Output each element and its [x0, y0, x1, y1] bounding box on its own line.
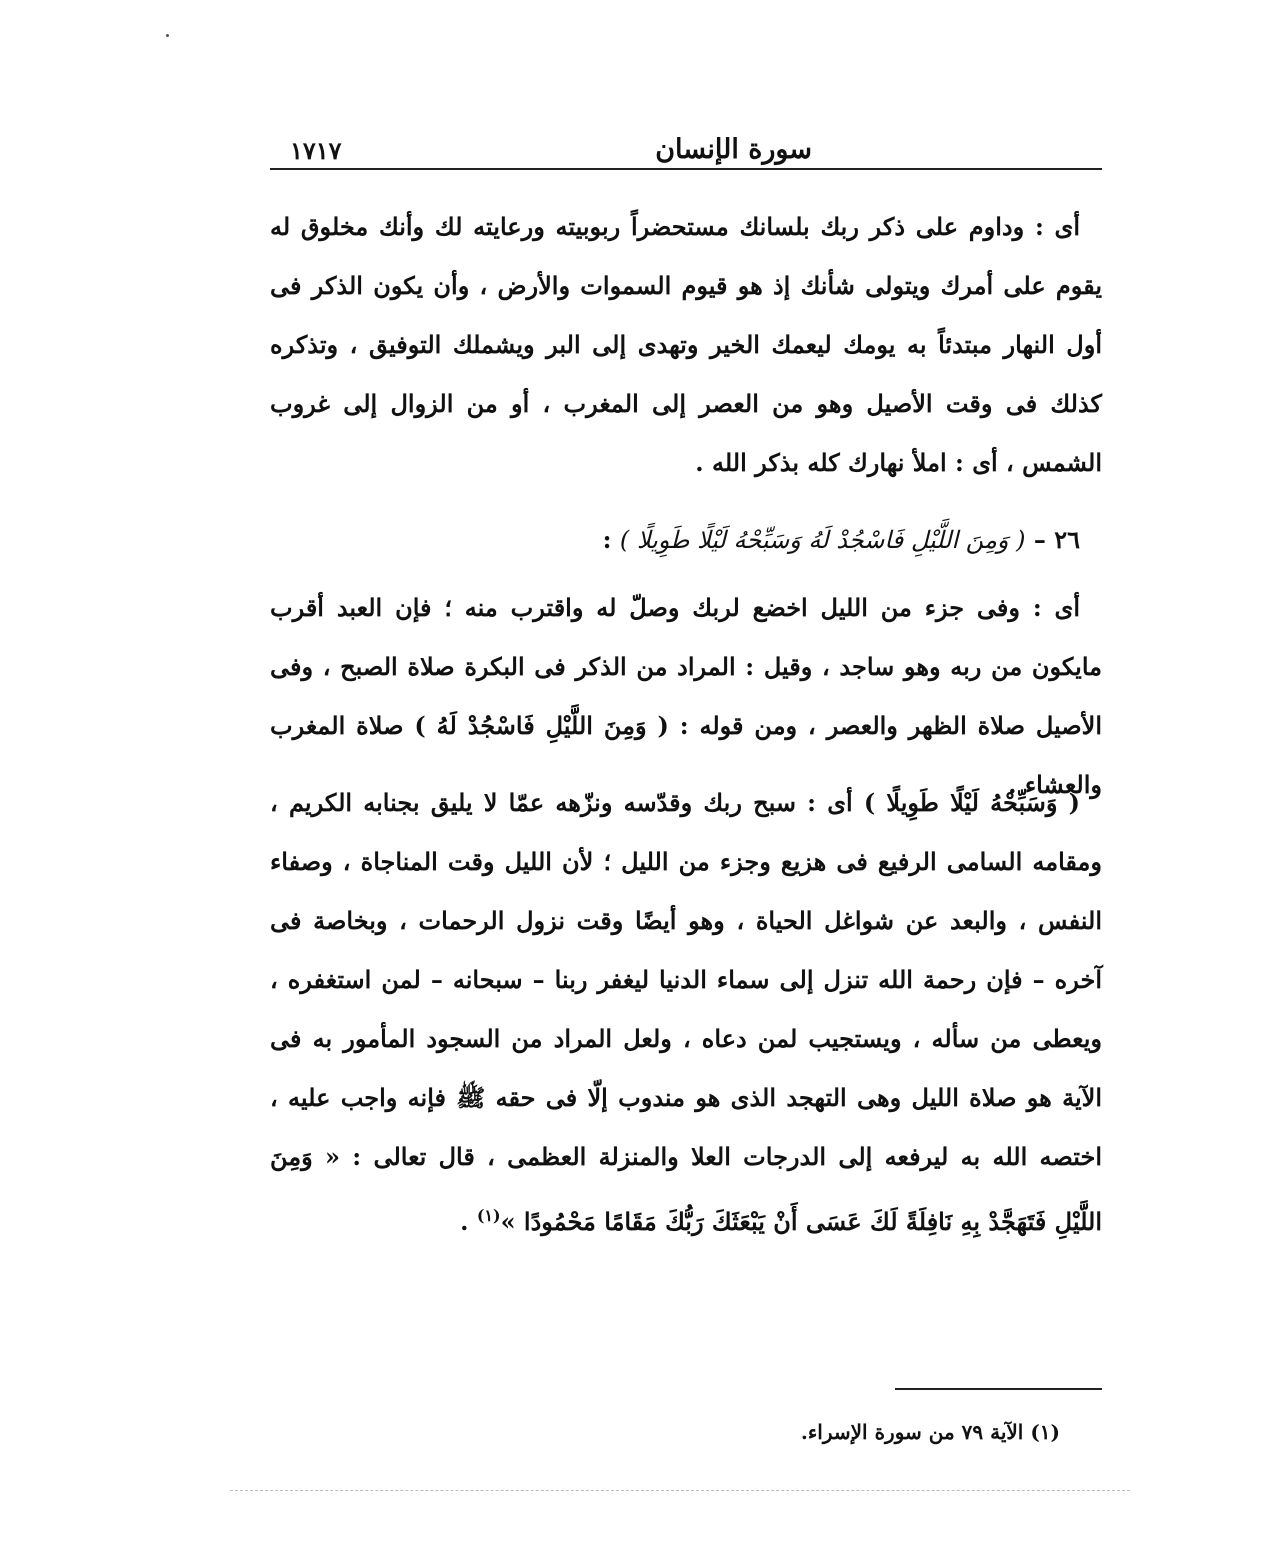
- paragraph-3: أى : وفى جزء من الليل اخضع لربك وصلّ له واقترب منه ؛ فإن العبد أقرب مايكون من ربه وهو ساجد ، وقيل : المراد من الذكر فى البكرة صلاة الصبح ، وفى الأصيل صلاة الظهر والعصر ، ومن قوله : ( وَمِنَ اللَّيْلِ فَاسْجُدْ لَهُ ) صلاة المغرب والعشاء .: [270, 593, 1102, 799]
- page-number: ١٧١٧: [290, 136, 342, 165]
- verse-heading-26: [270, 510, 1102, 570]
- footnote-divider: [895, 1388, 1102, 1390]
- paragraph-4-end: .: [460, 1207, 477, 1236]
- page-title: سورة الإنسان: [655, 134, 812, 165]
- footnote: (١) الآية ٧٩ من سورة الإسراء.: [800, 1420, 1060, 1444]
- paragraph-4: [270, 773, 1102, 1251]
- page-header: [270, 128, 1102, 170]
- paragraph-1: أى : وداوم على ذكر ربك بلسانك مستحضراً ربوبيته ورعايته لك وأنك مخلوق له يقوم على أمرك ويتولى شأنك إذ هو قيوم السموات والأرض ، وأن يكون الذكر فى أول النهار مبتدئاً به يومك ليعمك الخير وتهدى إلى البر ويشملك التوفيق ، وتذكره كذلك فى وقت الأصيل وهو من العصر إلى المغرب ، أو من الزوال إلى غروب الشمس ، أى : املأ نهارك كله بذكر الله .: [270, 212, 1103, 477]
- footnote-reference[interactable]: (١): [476, 1206, 501, 1225]
- paragraph-4-text: ( وَسَبِّحْهُ لَيْلًا طَوِيلًا ) أى : سبح ربك وقدّسه ونزّهه عمّا لا يليق بجنابه الكريم ، ومقامه السامى الرفيع فى هزيع وجزء من الليل ؛ لأن الليل وقت المناجاة ، وصفاء النفس ، والبعد عن شواغل الحياة ، وهو أيضًا وقت نزول الرحمات ، وبخاصة فى آخره – فإن رحمة الله تنزل إلى سماء الدنيا ليغفر ربنا – سبحانه – لمن استغفره ، ويعطى من سأله ، ويستجيب لمن دعاه ، ولعل المراد من السجود المأمور به فى الآية هو صلاة الليل وهى التهجد الذى هو مندوب إلّا فى حقه ﷺ فإنه واجب عليه ، اختصه الله به ليرفعه إلى الدرجات العلا والمنزلة العظمى ، قال تعالى : « وَمِنَ اللَّيْلِ فَتَهَجَّدْ بِهِ نَافِلَةً لَكَ عَسَى أَنْ يَبْعَثَكَ رَبُّكَ مَقَامًا مَحْمُودًا »: [270, 788, 1102, 1236]
- verse-number: ٢٦ –: [1033, 525, 1080, 554]
- verse-text: ( وَمِنَ اللَّيْلِ فَاسْجُدْ لَهُ وَسَبِّحْهُ لَيْلًا طَوِيلًا ): [619, 526, 1026, 554]
- verse-tail: :: [602, 525, 612, 554]
- scan-speck: [166, 34, 169, 37]
- page-bottom-edge: [230, 1490, 1130, 1491]
